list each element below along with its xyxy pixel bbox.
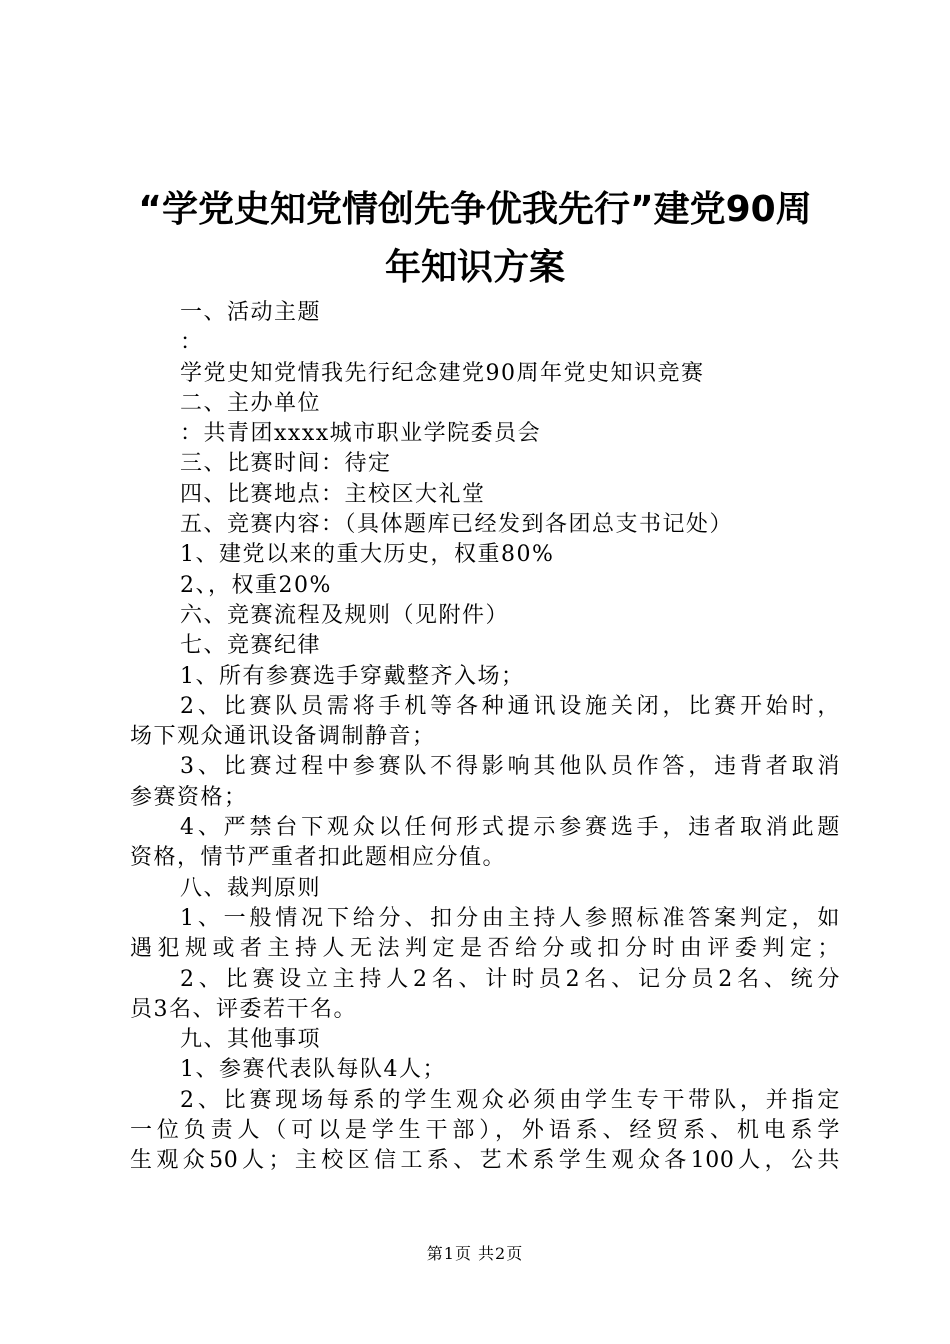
list-item: 2、，权重20% bbox=[180, 572, 332, 598]
list-item: 4、严禁台下观众以任何形式提示参赛选手，违者取消此题 bbox=[180, 815, 840, 841]
section-heading-judging: 八、裁判原则 bbox=[180, 875, 322, 901]
section-heading-rules: 六、竞赛流程及规则（见附件） bbox=[180, 602, 510, 628]
text-line: 生观众50人；主校区信工系、艺术系学生观众各100人，公共 bbox=[130, 1148, 840, 1174]
document-title-line-1: “学党史知党情创先争优我先行”建党90周 bbox=[138, 189, 812, 230]
text-line: 遇犯规或者主持人无法判定是否给分或扣分时由评委判定； bbox=[130, 936, 840, 962]
document-body bbox=[130, 298, 840, 1177]
text-line: 学党史知党情我先行纪念建党90周年党史知识竞赛 bbox=[180, 360, 705, 386]
section-heading-time: 三、比赛时间：待定 bbox=[180, 451, 392, 477]
list-item: 2、比赛队员需将手机等各种通讯设施关闭，比赛开始时， bbox=[180, 693, 840, 719]
list-item: 1、一般情况下给分、扣分由主持人参照标准答案判定，如 bbox=[180, 905, 840, 931]
section-heading-location: 四、比赛地点：主校区大礼堂 bbox=[180, 481, 486, 507]
section-heading-discipline: 七、竞赛纪律 bbox=[180, 633, 322, 659]
page-footer: 第1页 共2页 bbox=[426, 1244, 524, 1263]
list-item: 2、比赛设立主持人2名、计时员2名、记分员2名、统分 bbox=[180, 966, 840, 992]
text-line: ： bbox=[180, 330, 204, 356]
section-heading-other: 九、其他事项 bbox=[180, 1027, 322, 1053]
list-item: 3、比赛过程中参赛队不得影响其他队员作答，违背者取消 bbox=[180, 754, 840, 780]
text-line: 资格，情节严重者扣此题相应分值。 bbox=[130, 845, 507, 871]
section-heading-content: 五、竞赛内容：（具体题库已经发到各团总支书记处） bbox=[180, 512, 734, 538]
text-line: ：共青团xxxx城市职业学院委员会 bbox=[180, 421, 542, 447]
section-heading-activity-theme: 一、活动主题 bbox=[180, 300, 322, 325]
text-line: 一位负责人（可以是学生干部），外语系、经贸系、机电系学 bbox=[130, 1118, 840, 1144]
list-item: 1、建党以来的重大历史，权重80% bbox=[180, 542, 555, 568]
list-item: 1、所有参赛选手穿戴整齐入场； bbox=[180, 663, 525, 689]
document-title-line-2: 年知识方案 bbox=[384, 247, 565, 288]
list-item: 1、参赛代表队每队4人； bbox=[180, 1057, 446, 1083]
list-item: 2、比赛现场每系的学生观众必须由学生专干带队，并指定 bbox=[180, 1087, 840, 1113]
text-line: 参赛资格； bbox=[130, 784, 248, 810]
text-line: 场下观众通讯设备调制静音； bbox=[130, 724, 436, 750]
text-line: 员3名、评委若干名。 bbox=[130, 996, 357, 1022]
section-heading-organizer: 二、主办单位 bbox=[180, 390, 322, 416]
